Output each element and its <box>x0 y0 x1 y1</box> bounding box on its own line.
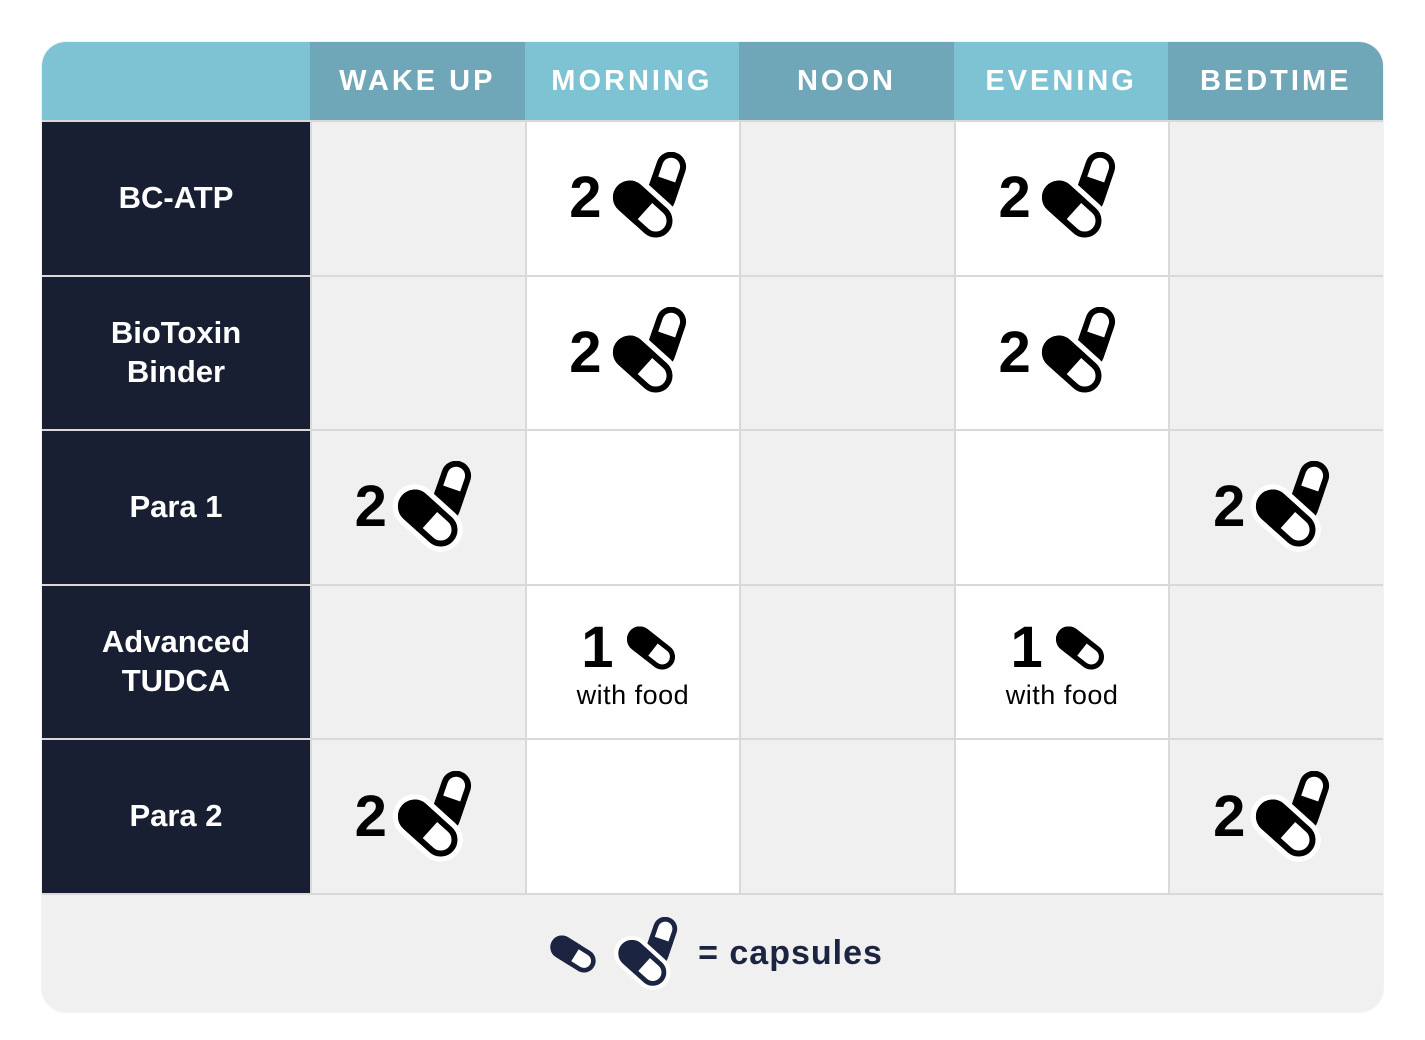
dose-cell-bc-atp-noon <box>741 122 954 275</box>
capsules-double-icon <box>605 307 697 399</box>
header-row <box>42 42 1383 120</box>
capsules-double-icon <box>605 152 697 244</box>
capsule-icon <box>542 923 604 985</box>
capsules-double-icon <box>1248 771 1340 863</box>
capsules-double-icon <box>1248 461 1340 553</box>
dose-cell-biotoxin-binder-morning <box>527 277 740 430</box>
capsules-icon <box>605 307 697 399</box>
capsules-icon <box>1248 771 1340 863</box>
capsules-icon <box>1248 461 1340 553</box>
dose <box>1213 461 1340 553</box>
capsule-count: 2 <box>998 319 1031 385</box>
dose-cell-bc-atp-bedtime <box>1170 122 1383 275</box>
row-label-bc-atp: BC-ATP <box>42 122 310 275</box>
dose-note: with food <box>576 679 690 710</box>
capsules-icon <box>1034 307 1126 399</box>
dose-cell-para-2-noon <box>741 740 954 893</box>
row-label-advanced-tudca: Advanced TUDCA <box>42 586 310 739</box>
dose-cell-bc-atp-evening <box>956 122 1169 275</box>
capsule-single-icon <box>617 614 685 682</box>
dose <box>1010 614 1113 682</box>
dose-cell-advanced-tudca-bedtime <box>1170 586 1383 739</box>
dose <box>581 614 684 682</box>
header-corner-cell <box>42 42 310 120</box>
capsules-double-icon <box>1034 307 1126 399</box>
capsule-count: 2 <box>1213 783 1246 849</box>
header-cell-morning: MORNING <box>525 42 740 120</box>
dose-cell-para-1-wake-up <box>312 431 525 584</box>
dose-cell-advanced-tudca-noon <box>741 586 954 739</box>
row-label-para-1: Para 1 <box>42 431 310 584</box>
capsule-count: 2 <box>354 474 387 540</box>
dose-cell-para-2-morning <box>527 740 740 893</box>
dose <box>998 307 1125 399</box>
dose-cell-para-1-bedtime <box>1170 431 1383 584</box>
capsules-icon <box>1034 152 1126 244</box>
schedule-body <box>42 120 1383 893</box>
legend-icons <box>542 917 686 991</box>
row-label-para-2: Para 2 <box>42 740 310 893</box>
capsules-icon <box>605 152 697 244</box>
legend-text: = capsules <box>698 934 883 972</box>
dose <box>1213 771 1340 863</box>
dose <box>355 771 482 863</box>
capsules-double-icon <box>390 461 482 553</box>
dose-cell-para-2-wake-up <box>312 740 525 893</box>
dose <box>569 307 696 399</box>
capsule-single-icon <box>1046 614 1114 682</box>
dose-cell-advanced-tudca-wake-up <box>312 586 525 739</box>
dose-cell-para-1-morning <box>527 431 740 584</box>
capsule-count: 2 <box>354 783 387 849</box>
row-label-biotoxin-binder: BioToxin Binder <box>42 277 310 430</box>
capsules-icon <box>390 771 482 863</box>
header-cell-noon: NOON <box>739 42 954 120</box>
capsule-icon <box>617 614 685 682</box>
dose-cell-para-1-evening <box>956 431 1169 584</box>
legend-row <box>42 893 1383 1012</box>
capsule-count: 2 <box>569 165 602 231</box>
dose-note: with food <box>1005 679 1119 710</box>
capsule-icon <box>1046 614 1114 682</box>
dose <box>355 461 482 553</box>
dose-cell-para-1-noon <box>741 431 954 584</box>
capsule-count: 2 <box>998 165 1031 231</box>
dose <box>569 152 696 244</box>
dose-cell-para-2-evening <box>956 740 1169 893</box>
capsule-count: 2 <box>1213 474 1246 540</box>
capsules-double-icon <box>390 771 482 863</box>
capsules-double-icon <box>1034 152 1126 244</box>
capsule-count: 1 <box>581 614 614 680</box>
capsules-icon <box>390 461 482 553</box>
capsule-count: 1 <box>1010 614 1043 680</box>
dose-cell-biotoxin-binder-noon <box>741 277 954 430</box>
dose-cell-biotoxin-binder-evening <box>956 277 1169 430</box>
dose-cell-biotoxin-binder-bedtime <box>1170 277 1383 430</box>
header-cell-bedtime: BEDTIME <box>1168 42 1383 120</box>
schedule-table <box>42 42 1383 1012</box>
dose-cell-bc-atp-morning <box>527 122 740 275</box>
dose-cell-biotoxin-binder-wake-up <box>312 277 525 430</box>
dose-cell-bc-atp-wake-up <box>312 122 525 275</box>
dose-cell-advanced-tudca-evening <box>956 586 1169 739</box>
dose-cell-advanced-tudca-morning <box>527 586 740 739</box>
header-cell-wake-up: WAKE UP <box>310 42 525 120</box>
header-cell-evening: EVENING <box>954 42 1169 120</box>
capsules-icon <box>612 917 686 991</box>
dose-cell-para-2-bedtime <box>1170 740 1383 893</box>
capsule-count: 2 <box>569 319 602 385</box>
dose <box>998 152 1125 244</box>
